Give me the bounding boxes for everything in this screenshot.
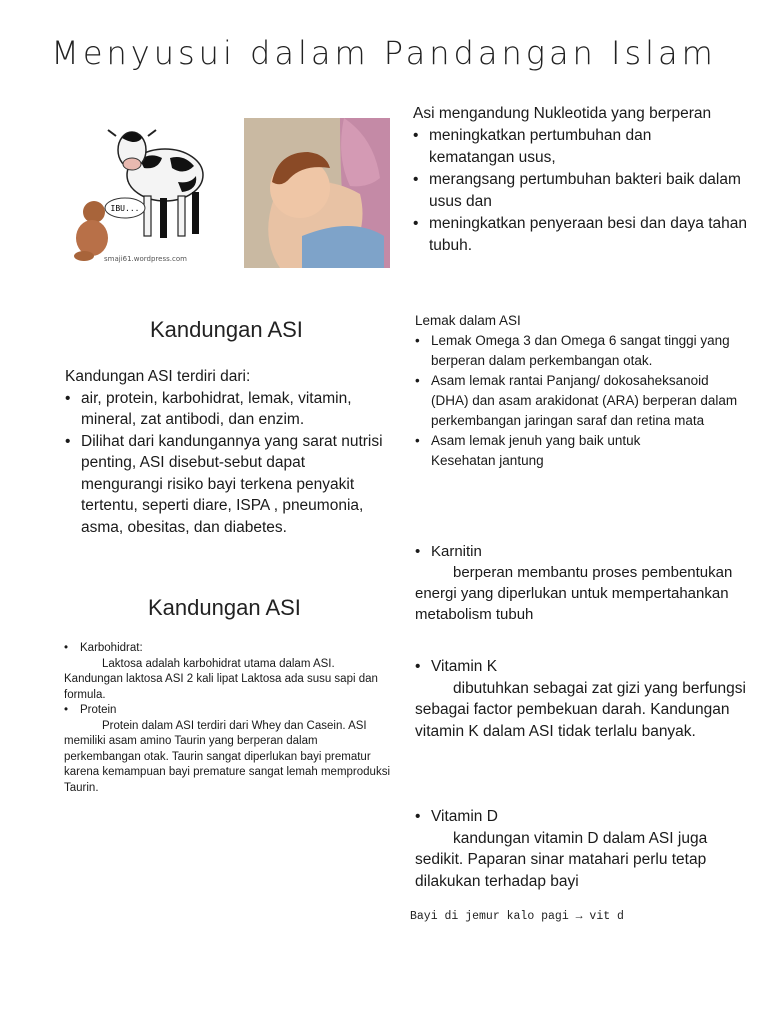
kandungan-intro: Kandungan ASI terdiri dari: — [65, 368, 251, 385]
handwritten-note: Bayi di jemur kalo pagi → vit d — [410, 910, 624, 923]
list-item: • Lemak Omega 3 dan Omega 6 sangat tinggi yang berperan dalam perkembangan otak. — [415, 331, 750, 371]
page-title: Menyusui dalam Pandangan Islam — [51, 34, 717, 72]
nukleotida-section — [413, 103, 758, 257]
lemak-list — [415, 331, 750, 471]
list-item: • meningkatkan pertumbuhan dan kematangan usus, — [413, 125, 758, 169]
list-item: • meningkatkan penyeraan besi dan daya tahan tubuh. — [413, 213, 758, 257]
list-item: • Dilihat dari kandungannya yang sarat nutrisi penting, ASI disebut-sebut dapat mengurangi risiko bayi terkena penyakit tertentu, seperti diare, ISPA , pneumonia, asma, obesitas, dan diabetes. — [65, 431, 383, 539]
baby-cow-illustration — [70, 120, 215, 270]
lemak-section — [415, 311, 750, 471]
karnitin-label: • Karnitin — [415, 541, 750, 562]
vitamin-d-section — [415, 806, 750, 892]
lemak-heading: Lemak dalam ASI — [415, 313, 521, 328]
nukleotida-list — [413, 125, 758, 257]
speech-bubble-text: IBU... — [110, 204, 140, 213]
kandungan-heading-1: Kandungan ASI — [150, 317, 303, 342]
protein-text: Protein dalam ASI terdiri dari Whey dan Casein. ASI memiliki asam amino Taurin yang berperan dalam perkembangan otak. Taurin sangat diperlukan bayi prematur karena kemampuan bayi premature sangat lemah memproduksi Taurin. — [64, 719, 390, 794]
karnitin-text: berperan membantu proses pembentukan energi yang diperlukan untuk mempertahankan metabolism tubuh — [415, 564, 733, 623]
vitamin-k-text: dibutuhkan sebagai zat gizi yang berfungsi sebagai factor pembekuan darah. Kandungan vitamin K dalam ASI tidak terlalu banyak. — [415, 679, 746, 740]
list-item: • air, protein, karbohidrat, lemak, vitamin, mineral, zat antibodi, dan enzim. — [65, 388, 383, 431]
vitamin-k-section — [415, 656, 755, 742]
vitamin-d-label: • Vitamin D — [415, 806, 750, 828]
karbohidrat-label: • Karbohidrat: — [64, 641, 394, 657]
karbohidrat-text: Laktosa adalah karbohidrat utama dalam ASI. Kandungan laktosa ASI 2 kali lipat Laktosa ada susu sapi dan formula. — [64, 657, 378, 701]
protein-label: • Protein — [64, 703, 394, 719]
nukleotida-heading: Asi mengandung Nukleotida yang berperan — [413, 105, 712, 122]
watermark-text: smaji61.wordpress.com — [104, 255, 187, 263]
vitamin-k-label: • Vitamin K — [415, 656, 755, 678]
list-item: • Asam lemak jenuh yang baik untuk Kesehatan jantung — [415, 431, 750, 471]
karnitin-section — [415, 541, 750, 625]
list-item: • Asam lemak rantai Panjang/ dokosaheksanoid (DHA) dan asam arakidonat (ARA) berperan dalam perkembangan jaringan saraf dan retina mata — [415, 371, 750, 431]
mother-nursing-illustration — [244, 118, 390, 268]
kandungan-section-2 — [64, 641, 394, 796]
vitamin-d-text: kandungan vitamin D dalam ASI juga sedikit. Paparan sinar matahari perlu tetap dilakukan terhadap bayi — [415, 829, 708, 890]
kandungan-heading-2: Kandungan ASI — [148, 595, 301, 620]
kandungan-list — [65, 388, 383, 539]
kandungan-section-1 — [65, 366, 383, 538]
list-item: • merangsang pertumbuhan bakteri baik dalam usus dan — [413, 169, 758, 213]
